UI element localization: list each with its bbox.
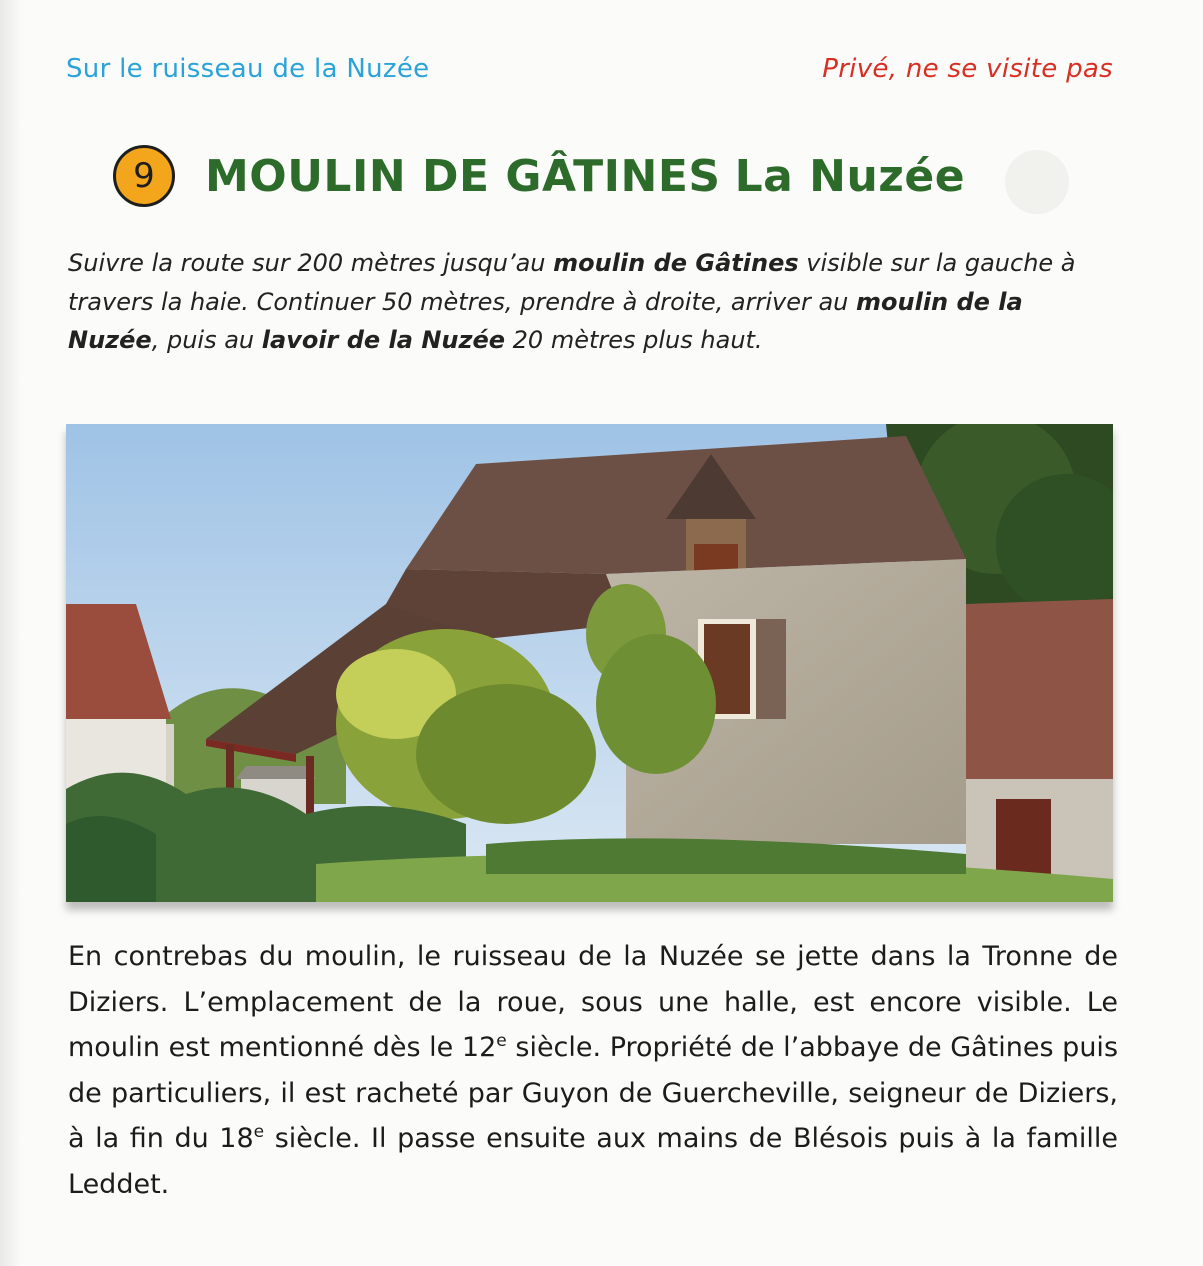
title-main: MOULIN DE GÂTINES (205, 150, 721, 202)
mill-photo (66, 424, 1113, 902)
superscript: e (496, 1031, 507, 1051)
intro-text: 20 mètres plus haut. (505, 326, 763, 354)
superscript: e (253, 1122, 265, 1142)
mill-photo-illustration (66, 424, 1113, 902)
page-gutter (0, 0, 22, 1266)
intro-bold-mill-gatines: moulin de Gâtines (553, 249, 799, 277)
intro-text: , puis au (151, 326, 262, 354)
page-title (205, 151, 965, 202)
access-note: Privé, ne se visite pas (822, 54, 1113, 84)
directions-paragraph (68, 244, 1118, 360)
intro-text: visible sur la gauche à travers la haie. Continuer 50 mètres, prendre à droite, arriver au (68, 249, 1076, 316)
history-paragraph (68, 934, 1118, 1207)
history-text: siècle. Propriété de l’abbaye de Gâtines puis de particuliers, il est racheté par Guyon de Guercheville, seigneur de Diziers, à la fin du 18 (68, 1032, 1119, 1154)
bleed-through-mark (1005, 150, 1069, 214)
intro-bold-mill-nuzee: moulin de la Nuzée (68, 287, 1023, 354)
history-text: siècle. Il passe ensuite aux mains de Blésois puis à la famille Leddet. (68, 1123, 1118, 1200)
stop-number-badge: 9 (113, 145, 175, 207)
history-text: En contrebas du moulin, le ruisseau de la Nuzée se jette dans la Tronne de Diziers. L’emplacement de la roue, sous une halle, est encore visible. Le moulin est mentionné dès le 12 (68, 941, 1118, 1063)
section-label: Sur le ruisseau de la Nuzée (66, 54, 430, 84)
title-sub: La Nuzée (734, 150, 966, 202)
title-row (113, 145, 965, 207)
intro-bold-lavoir: lavoir de la Nuzée (261, 326, 506, 354)
intro-text: Suivre la route sur 200 mètres jusqu’au (68, 249, 554, 277)
